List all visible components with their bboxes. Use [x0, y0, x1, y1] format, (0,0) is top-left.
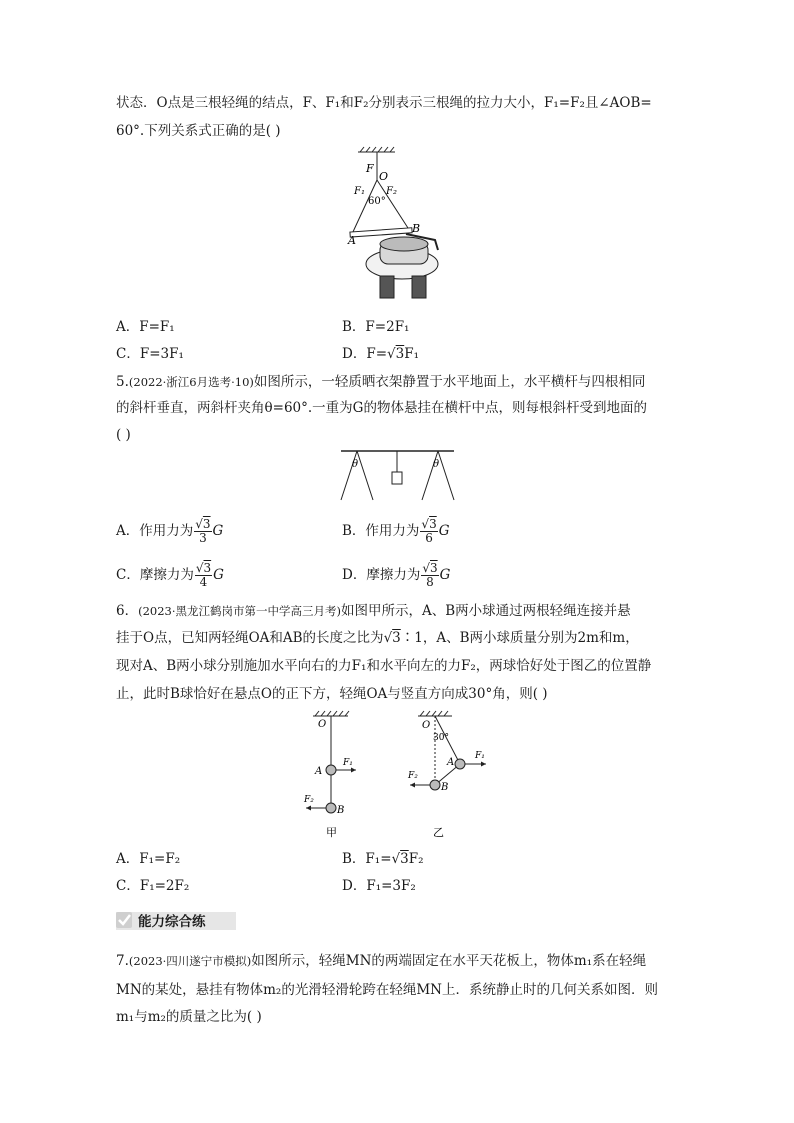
- q6-caption-jia: 甲: [326, 826, 337, 839]
- q6-jia-label-o: O: [318, 719, 327, 730]
- q6-yi-label-f2: F₂: [408, 771, 418, 781]
- q5-option-c[interactable]: C．摩擦力为 $\frac{√3}{4}$ G: [116, 561, 224, 589]
- q5-option-a-fraction: $\frac{√3}{3}$: [195, 517, 211, 545]
- q6-figure-jia: [298, 710, 368, 840]
- q6-stem-text: 如图甲所示，A、B两小球通过两根轻绳连接并悬: [341, 603, 631, 619]
- q4-ceiling: [358, 147, 395, 152]
- sqrt-symbol: √: [383, 630, 393, 646]
- q5-option-b-fraction: $\frac{√3}{6}$: [421, 517, 437, 545]
- q5-weight: [392, 472, 402, 484]
- q6-jia-label-b: B: [337, 805, 345, 816]
- q5-theta-left: θ: [352, 459, 359, 470]
- sqrt-symbol: √: [391, 851, 401, 867]
- q6-jia-label-a: A: [315, 766, 323, 777]
- q5-option-d-label: D．摩擦力为: [342, 567, 421, 583]
- q4-option-d-radicand: 3: [395, 346, 405, 362]
- q6-option-a[interactable]: A．F₁=F₂: [116, 851, 181, 867]
- q6-jia-label-f1: F₁: [343, 758, 353, 768]
- q6-yi-label-b: B: [441, 782, 449, 793]
- q7-stem-line3: m₁与m₂的质量之比为( ): [116, 1009, 262, 1025]
- q6-yi-ball-b: [430, 780, 440, 790]
- q6-stem-line3: 现对A、B两小球分别施加水平向右的力F₁和水平向左的力F₂，两球恰好处于图乙的位置静: [116, 658, 652, 674]
- q5-stem-line1: [116, 372, 645, 392]
- q6-stem-line2: 挂于O点，已知两轻绳OA和AB的长度之比为√3∶1，A、B两小球质量分别为2m和m，: [116, 630, 639, 646]
- q4-label-B: B: [412, 222, 421, 235]
- q4-label-A: A: [348, 234, 356, 247]
- q6-option-d[interactable]: D．F₁=3F₂: [342, 878, 416, 894]
- q4-label-angle: 60°: [368, 196, 386, 207]
- q5-theta-right: θ: [433, 459, 440, 470]
- q6-stem-line1: [116, 601, 631, 621]
- q6-stem-line4: 止，此时B球恰好在悬点O的正下方，轻绳OA与竖直方向成30°角，则( ): [116, 686, 548, 702]
- q5-option-c-label: C．摩擦力为: [116, 567, 194, 583]
- q5-source: (2022·浙江6月选考·10): [128, 375, 254, 389]
- q4-label-F1: F₁: [354, 186, 365, 197]
- sqrt-symbol: √: [387, 346, 396, 362]
- q4-label-F: F: [366, 162, 374, 175]
- q4-option-c[interactable]: C．F=3F₁: [116, 346, 184, 362]
- q6-option-b[interactable]: B．F₁=√3F₂: [342, 851, 424, 867]
- q7-number: 7.: [116, 953, 129, 969]
- q5-option-a-label: A．作用力为: [116, 523, 194, 539]
- q5-option-b-label: B．作用力为: [342, 523, 420, 539]
- q5-option-b[interactable]: B．作用力为 $\frac{√3}{6}$ G: [342, 517, 450, 545]
- q4-rod: [350, 228, 412, 237]
- section-header: [116, 910, 206, 930]
- q4-option-d-prefix: D．F=: [342, 346, 388, 362]
- q6-jia-label-f2: F₂: [304, 795, 314, 805]
- q6-number: 6．: [116, 603, 139, 619]
- q5-option-d[interactable]: D．摩擦力为 $\frac{√3}{8}$ G: [342, 561, 451, 589]
- q7-stem-line2: MN的某处，悬挂有物体m₂的光滑轻滑轮跨在轻绳MN上．系统静止时的几何关系如图．则: [116, 982, 658, 998]
- q6-figure-yi: [400, 710, 490, 840]
- q6-yi-label-o: O: [422, 720, 431, 731]
- q6-jia-ball-b: [326, 803, 336, 813]
- q5-stem-text: 如图所示，一轻质晒衣架静置于水平地面上，水平横杆与四根相同: [253, 374, 646, 390]
- q6-option-c[interactable]: C．F₁=2F₂: [116, 878, 190, 894]
- q4-option-a[interactable]: A．F=F₁: [116, 319, 175, 335]
- q5-option-a[interactable]: A．作用力为 $\frac{√3}{3}$ G: [116, 517, 224, 545]
- q6-caption-yi: 乙: [433, 826, 444, 839]
- q4-option-d-suffix: F₁: [404, 346, 419, 362]
- q6-yi-label-angle: 30°: [433, 733, 449, 743]
- q5-stem-line3: ( ): [116, 427, 131, 443]
- q4-option-b[interactable]: B．F=2F₁: [342, 319, 410, 335]
- q6-yi-label-f1: F₁: [475, 751, 485, 761]
- q5-figure: [335, 448, 460, 503]
- q5-option-d-fraction: $\frac{√3}{8}$: [422, 561, 438, 589]
- q5-stem-line2: 的斜杆垂直，两斜杆夹角θ=60°.一重为G的物体悬挂在横杆中点，则每根斜杆受到地面的: [116, 400, 647, 416]
- q7-source: (2023·四川遂宁市模拟): [128, 954, 252, 968]
- q4-figure: [340, 146, 460, 306]
- q4-label-F2: F₂: [386, 186, 397, 197]
- q5-leg-2: [357, 451, 373, 500]
- q5-number: 5.: [116, 374, 129, 390]
- q4-option-d[interactable]: [342, 344, 419, 364]
- q6-yi-ball-a: [455, 759, 465, 769]
- q7-stem-text: 如图所示，轻绳MN的两端固定在水平天花板上，物体m₁系在轻绳: [251, 953, 647, 969]
- q6-source: (2023·黑龙江鹤岗市第一中学高三月考): [138, 604, 341, 618]
- q4-stem-line2: 60°.下列关系式正确的是( ): [116, 123, 281, 139]
- q7-stem-line1: [116, 951, 646, 971]
- q6-jia-ball-a: [326, 765, 336, 775]
- q4-label-O: O: [379, 170, 389, 183]
- q5-leg-4: [438, 451, 454, 500]
- q4-stem-line1: 状态．O点是三根轻绳的结点，F、F₁和F₂分别表示三根绳的拉力大小，F₁=F₂且∠AOB=: [116, 95, 652, 111]
- section-title: 能力综合练: [138, 914, 206, 930]
- q6-yi-label-a: A: [447, 757, 455, 768]
- q5-option-c-fraction: $\frac{√3}{4}$: [195, 561, 212, 589]
- checkmark-icon: [116, 912, 132, 928]
